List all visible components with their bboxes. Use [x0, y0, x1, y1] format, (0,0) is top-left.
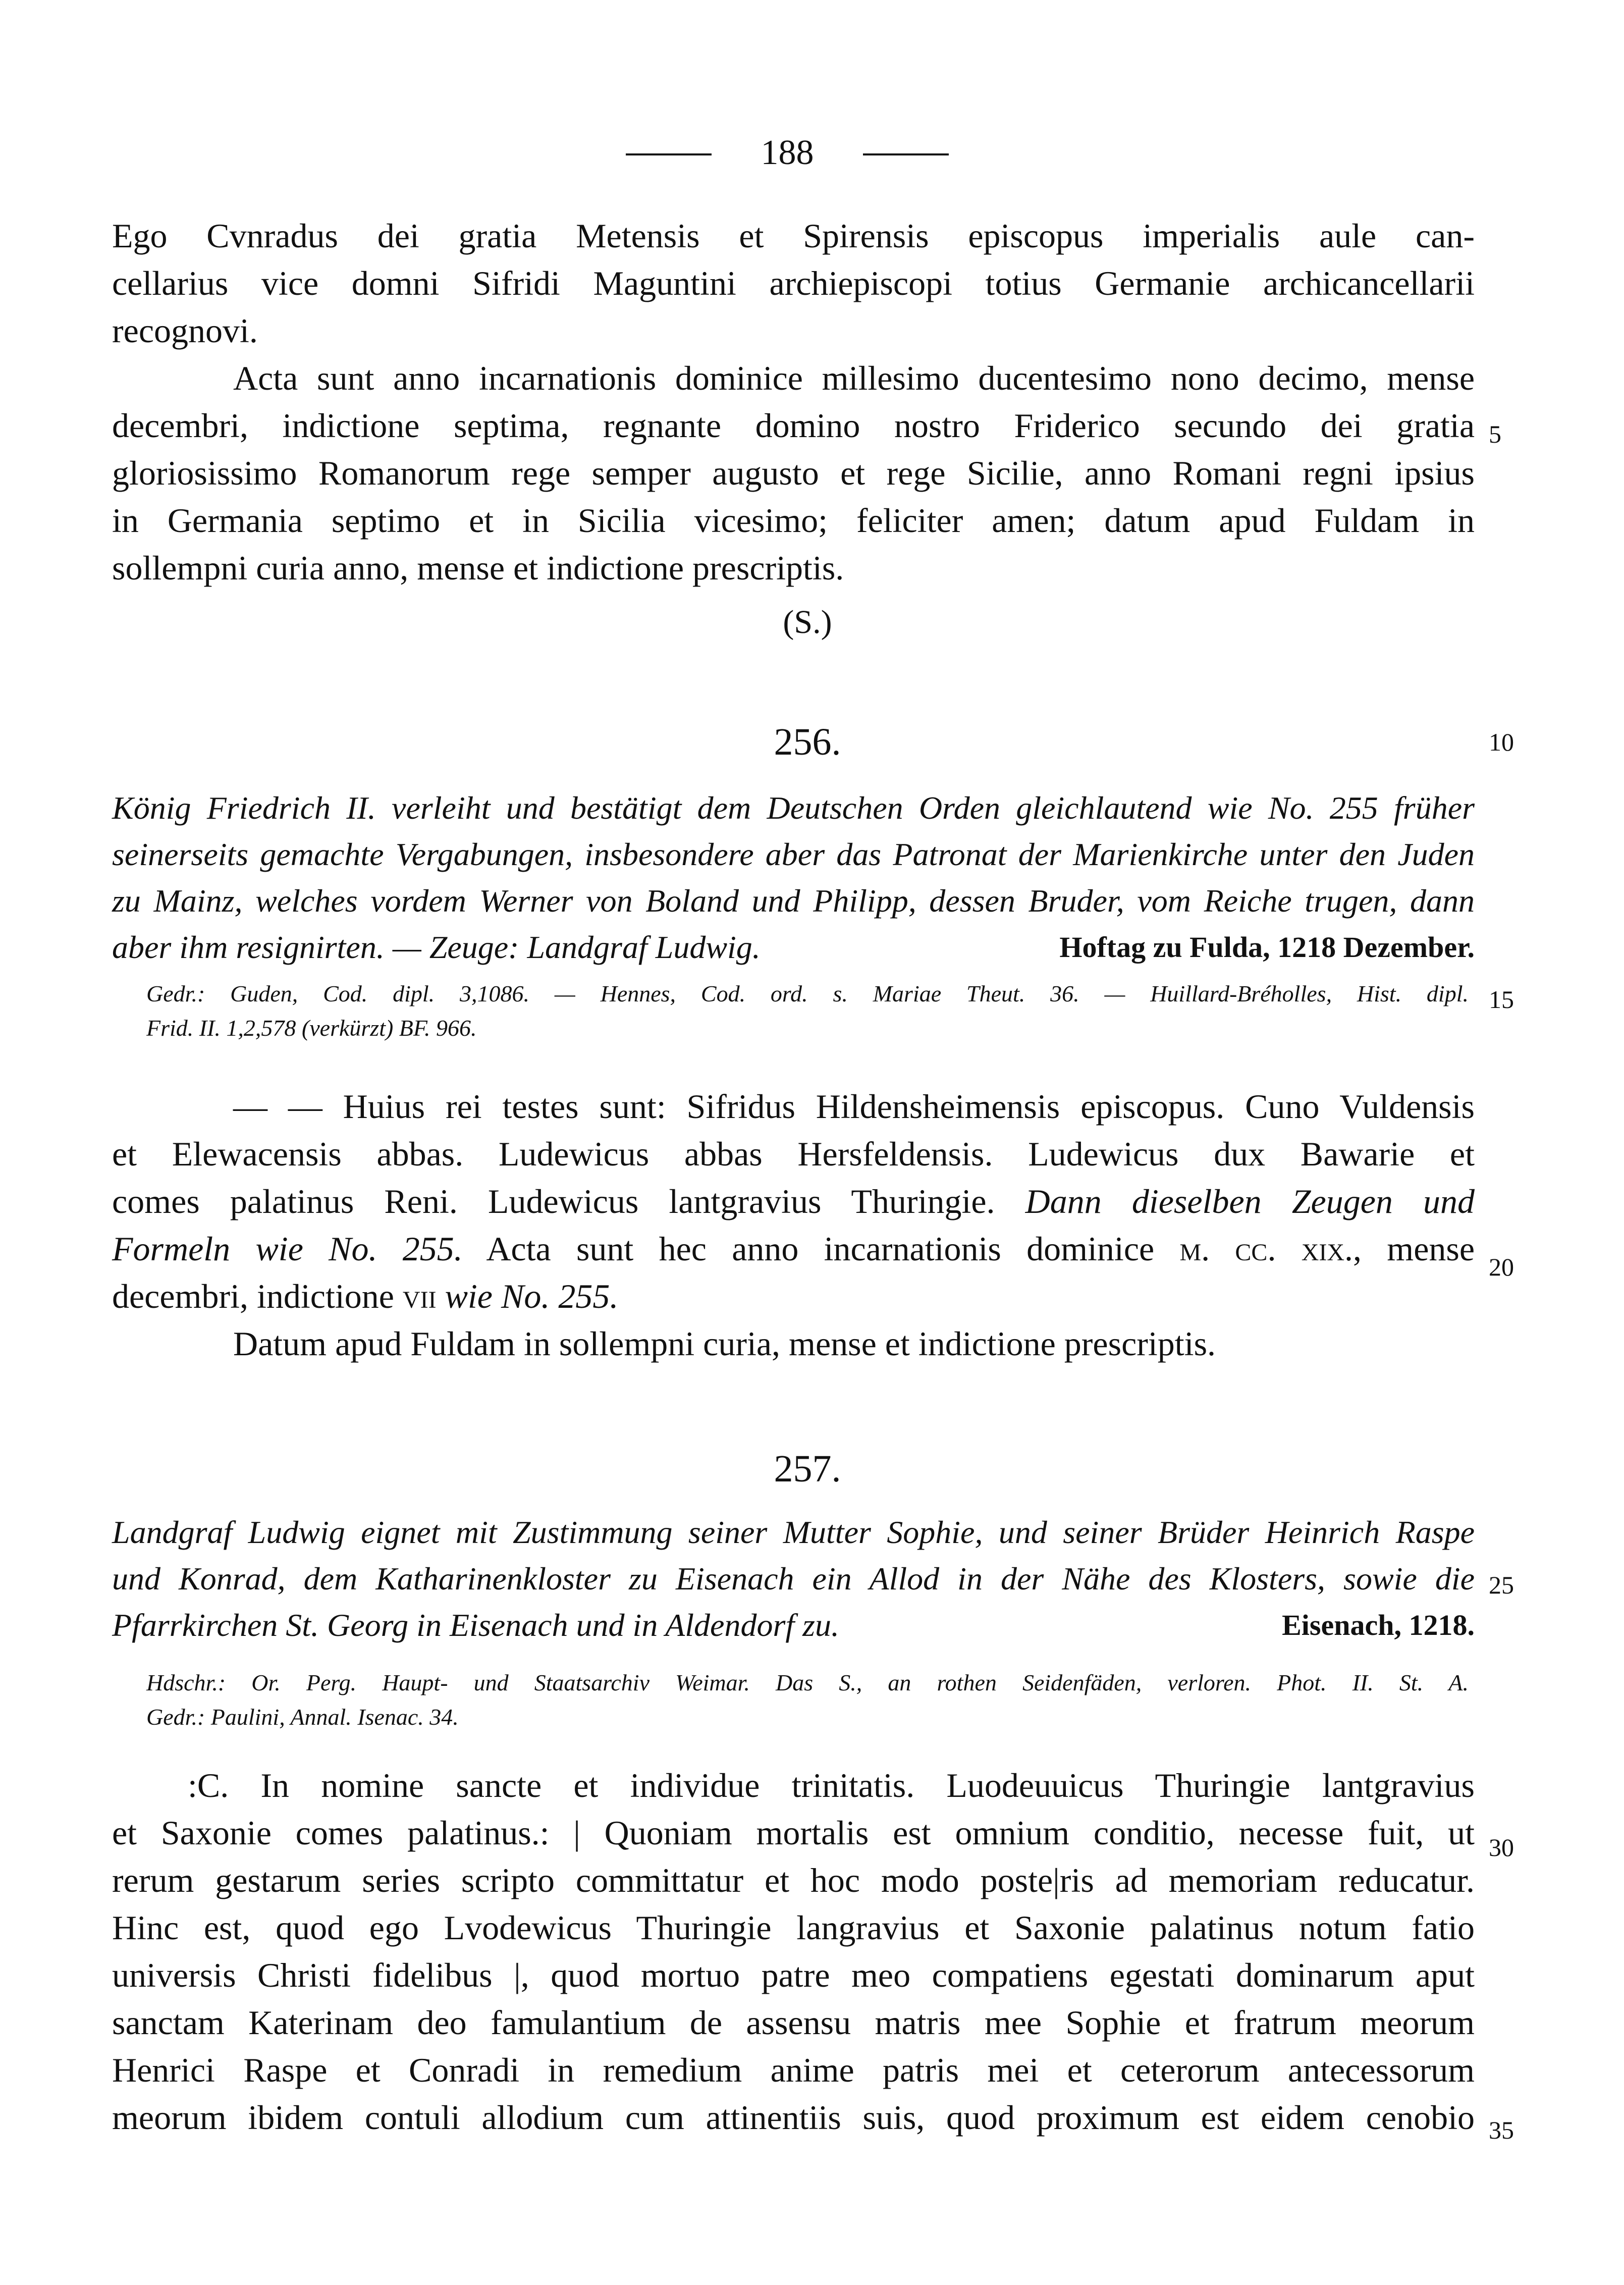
regest-line-with-date	[112, 924, 1475, 971]
margin-line-number: 10	[1489, 728, 1514, 756]
margin-line-number: 25	[1489, 1571, 1514, 1599]
text-line: gloriosissimo Romanorum rege semper augusto et rege Sicilie, anno Romani regni ipsius	[112, 454, 1475, 492]
editor-note: Formeln wie No. 255.	[112, 1230, 463, 1268]
margin-line-number: 30	[1489, 1833, 1514, 1862]
text-line: sollempni curia anno, mense et indictione prescriptis.	[112, 549, 844, 587]
regest-line: zu Mainz, welches vordem Werner von Boland und Philipp, dessen Bruder, vom Reiche trugen, dann	[112, 883, 1475, 919]
roman-numeral: vii	[402, 1277, 437, 1315]
text-line: decembri, indictione septima, regnante domino nostro Friderico secundo dei gratia	[112, 406, 1475, 445]
document-date: Hoftag zu Fulda, 1218 Dezember.	[1059, 931, 1475, 964]
text-line: Henrici Raspe et Conradi in remedium anime patris mei et ceterorum antecessorum	[112, 2051, 1475, 2089]
editor-note: Dann dieselben Zeugen und	[1025, 1182, 1475, 1220]
editor-note: wie No. 255.	[445, 1277, 619, 1315]
print-notes-256	[146, 977, 1469, 1045]
text-line: in Germania septimo et in Sicilia vicesimo; feliciter amen; datum apud Fuldam in	[112, 501, 1475, 540]
text-line: sanctam Katerinam deo famulantium de assensu matris mee Sophie et fratrum meorum	[112, 2003, 1475, 2042]
margin-line-number: 35	[1489, 2116, 1514, 2144]
text-segment: decembri, indictione	[112, 1277, 394, 1315]
page-number: 188	[761, 133, 814, 172]
seal-mark: (S.)	[783, 604, 832, 641]
document-number-257: 257.	[774, 1448, 841, 1490]
regest-line-with-date	[112, 1602, 1475, 1649]
document-number-256: 256.	[774, 721, 841, 763]
regest-line: König Friedrich II. verleiht und bestätigt dem Deutschen Orden gleichlautend wie No. 255 früher	[112, 790, 1475, 826]
text-segment: Acta sunt hec anno incarnationis dominice	[486, 1230, 1155, 1268]
text-line: Hinc est, quod ego Lvodewicus Thuringie langravius et Saxonie palatinus notum fatio	[112, 1908, 1475, 1947]
acta-paragraph	[112, 354, 1475, 592]
note-line: Frid. II. 1,2,578 (verkürzt) BF. 966.	[146, 1015, 477, 1041]
text-line: et Elewacensis abbas. Ludewicus abbas Hersfeldensis. Ludewicus dux Bawarie et	[112, 1135, 1475, 1173]
witnesses-paragraph-256	[112, 1083, 1475, 1367]
header-rule-left	[626, 153, 712, 155]
text-line: Acta sunt anno incarnationis dominice millesimo ducentesimo nono decimo, mense	[233, 359, 1475, 397]
regest-256	[112, 785, 1475, 971]
charter-text-257	[112, 1762, 1475, 2141]
regest-line: aber ihm resignirten. — Zeuge: Landgraf Ludwig.	[112, 929, 761, 965]
regest-line: seinerseits gemachte Vergabungen, insbesondere aber das Patronat der Marienkirche unter den Juden	[112, 836, 1475, 872]
margin-line-number: 20	[1489, 1253, 1514, 1281]
recognition-paragraph	[112, 212, 1475, 354]
text-line	[112, 1272, 1475, 1320]
note-line: Gedr.: Paulini, Annal. Isenac. 34.	[146, 1704, 459, 1730]
text-line: recognovi.	[112, 311, 258, 350]
text-line: Ego Cvnradus dei gratia Metensis et Spirensis episcopus imperialis aule can-	[112, 217, 1475, 255]
margin-line-number: 5	[1489, 420, 1501, 448]
text-segment: , mense	[1353, 1230, 1475, 1268]
regest-line: Landgraf Ludwig eignet mit Zustimmung seiner Mutter Sophie, und seiner Brüder Heinrich Raspe	[112, 1514, 1475, 1550]
print-notes-257	[146, 1666, 1469, 1734]
regest-257	[112, 1509, 1475, 1649]
text-line: — — Huius rei testes sunt: Sifridus Hildensheimensis episcopus. Cuno Vuldensis	[233, 1087, 1475, 1126]
text-line: meorum ibidem contuli allodium cum attinentiis suis, quod proximum est eidem cenobio	[112, 2098, 1475, 2137]
note-line: Hdschr.: Or. Perg. Haupt- und Staatsarchiv Weimar. Das S., an rothen Seidenfäden, verloren. Phot. II. St. A.	[146, 1670, 1469, 1695]
text-line: rerum gestarum series scripto committatur et hoc modo poste|ris ad memoriam reducatur.	[112, 1861, 1475, 1899]
text-line	[112, 1225, 1475, 1272]
header-rule-right	[863, 153, 949, 155]
text-segment: comes palatinus Reni. Ludewicus lantgravius Thuringie.	[112, 1182, 995, 1220]
regest-line: Pfarrkirchen St. Georg in Eisenach und in Aldendorf zu.	[112, 1607, 840, 1643]
text-line: Datum apud Fuldam in sollempni curia, mense et indictione prescriptis.	[233, 1324, 1216, 1363]
roman-date: m. cc. xix.	[1179, 1230, 1354, 1268]
page-header	[626, 130, 949, 181]
text-line	[112, 1178, 1475, 1225]
text-line: cellarius vice domni Sifridi Maguntini archiepiscopi totius Germanie archicancellarii	[112, 264, 1475, 302]
margin-line-number: 15	[1489, 985, 1514, 1014]
text-line: et Saxonie comes palatinus.: | Quoniam mortalis est omnium conditio, necesse fuit, ut	[112, 1814, 1475, 1852]
regest-line: und Konrad, dem Katharinenkloster zu Eisenach ein Allod in der Nähe des Klosters, sowie die	[112, 1561, 1475, 1597]
note-line: Gedr.: Guden, Cod. dipl. 3,1086. — Hennes, Cod. ord. s. Mariae Theut. 36. — Huillard-Bréholles, Hist. dipl.	[146, 981, 1469, 1006]
text-line: universis Christi fidelibus |, quod mortuo patre meo compatiens egestati dominarum aput	[112, 1956, 1475, 1994]
document-date: Eisenach, 1218.	[1282, 1609, 1475, 1641]
text-line: :C. In nomine sancte et individue trinitatis. Luodeuuicus Thuringie lantgravius	[188, 1766, 1475, 1804]
